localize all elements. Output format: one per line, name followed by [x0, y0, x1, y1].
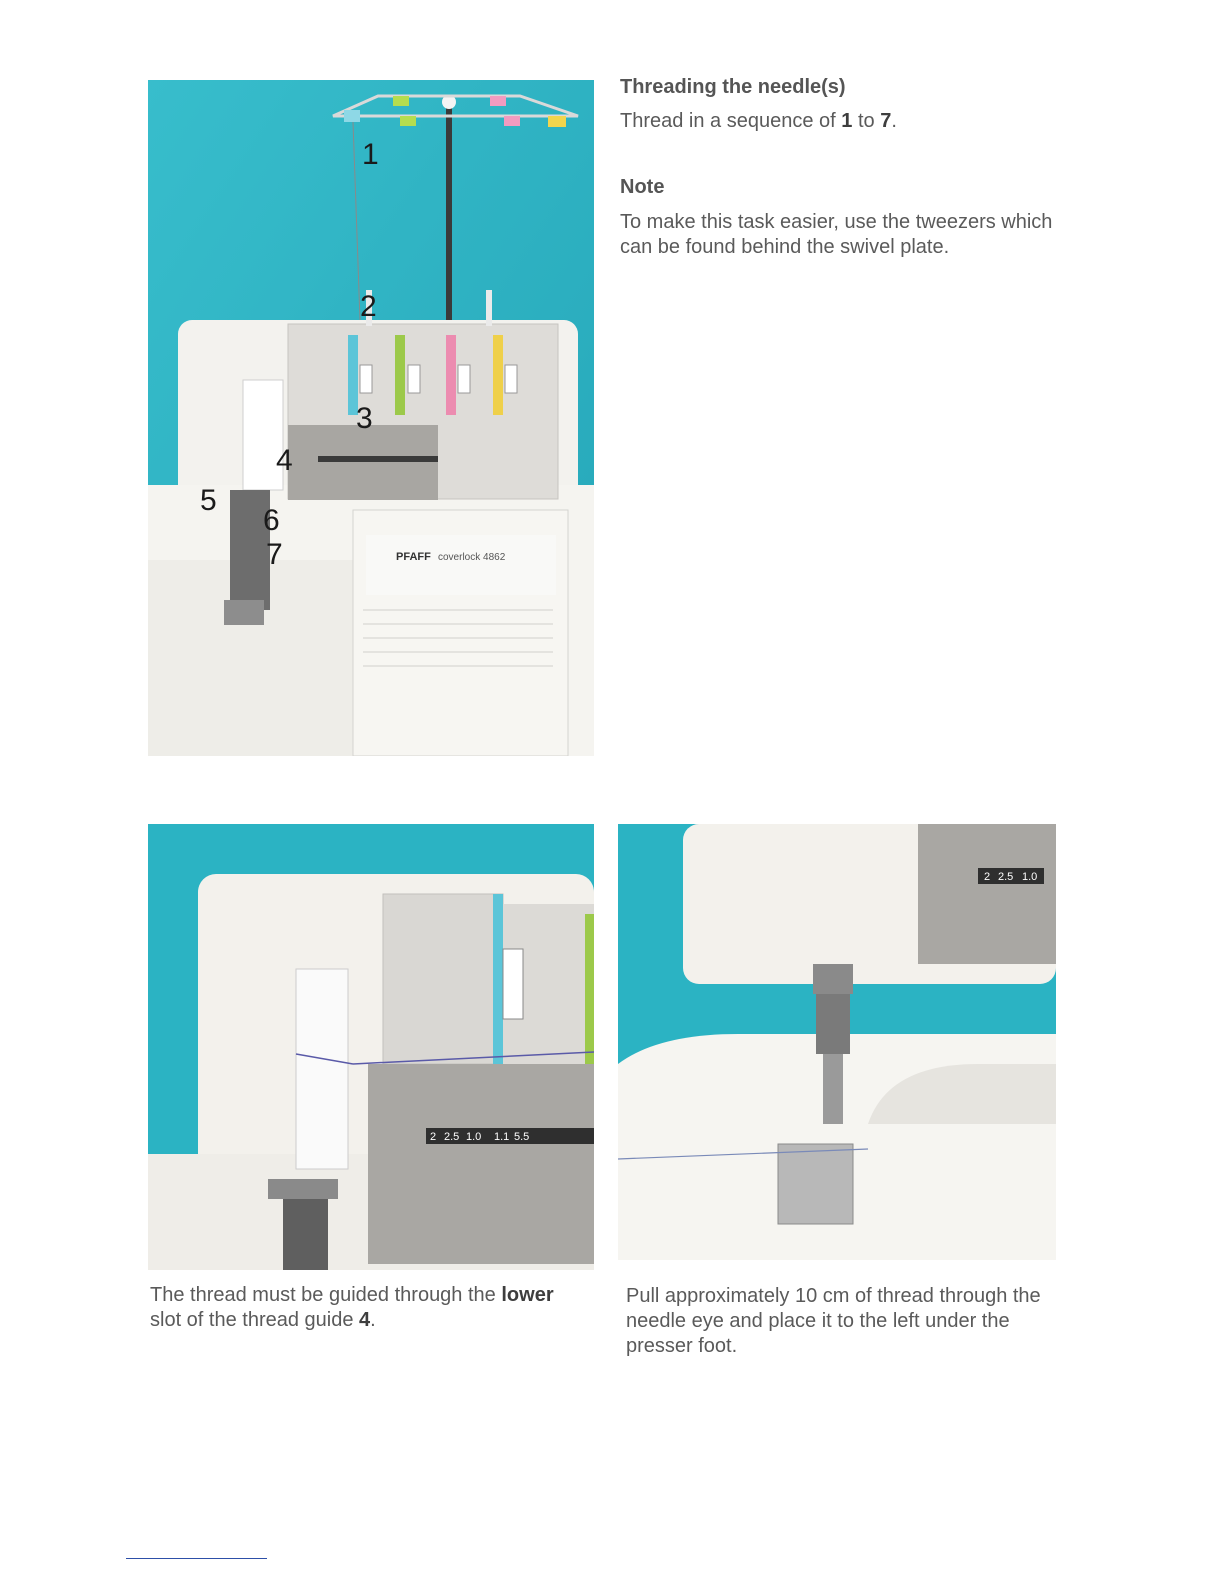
intro-text: Thread in a sequence of 1 to 7. — [620, 110, 897, 132]
presser-foot-photo — [618, 824, 1056, 1260]
callout-3: 3 — [356, 402, 373, 435]
brand-label: PFAFF — [396, 551, 431, 563]
guide-number: 4 — [359, 1309, 371, 1331]
range-end: 7 — [880, 110, 892, 132]
display-val-5: 5.5 — [514, 1131, 530, 1143]
display-val-1: 2 — [430, 1131, 437, 1143]
callout-4: 4 — [276, 444, 293, 477]
model-label: coverlock 4862 — [438, 552, 506, 563]
display-val-2: 2.5 — [998, 871, 1014, 883]
callout-5: 5 — [200, 484, 217, 517]
thread-guide-caption: The thread must be guided through the lower slot of the thread guide 4. — [150, 1284, 554, 1331]
callout-7: 7 — [266, 538, 283, 571]
display-val-1: 2 — [984, 871, 991, 883]
note-title: Note — [620, 176, 665, 198]
display-val-3: 1.0 — [466, 1131, 482, 1143]
callout-2: 2 — [360, 290, 377, 323]
footer-rule — [126, 1558, 267, 1559]
range-start: 1 — [841, 110, 853, 132]
callout-6: 6 — [263, 504, 280, 537]
display-val-3: 1.0 — [1022, 871, 1038, 883]
emphasis-lower: lower — [501, 1284, 554, 1306]
presser-foot-caption: Pull approximately 10 cm of thread through the needle eye and place it to the left under the presser foot. — [626, 1285, 1041, 1357]
note-text: To make this task easier, use the tweezers which can be found behind the swivel plate. — [620, 211, 1053, 258]
section-title: Threading the needle(s) — [620, 76, 846, 98]
machine-threading-photo — [148, 80, 594, 756]
display-val-4: 1.1 — [494, 1131, 510, 1143]
thread-guide-photo — [148, 824, 594, 1270]
display-val-2: 2.5 — [444, 1131, 460, 1143]
callout-1: 1 — [362, 138, 379, 171]
